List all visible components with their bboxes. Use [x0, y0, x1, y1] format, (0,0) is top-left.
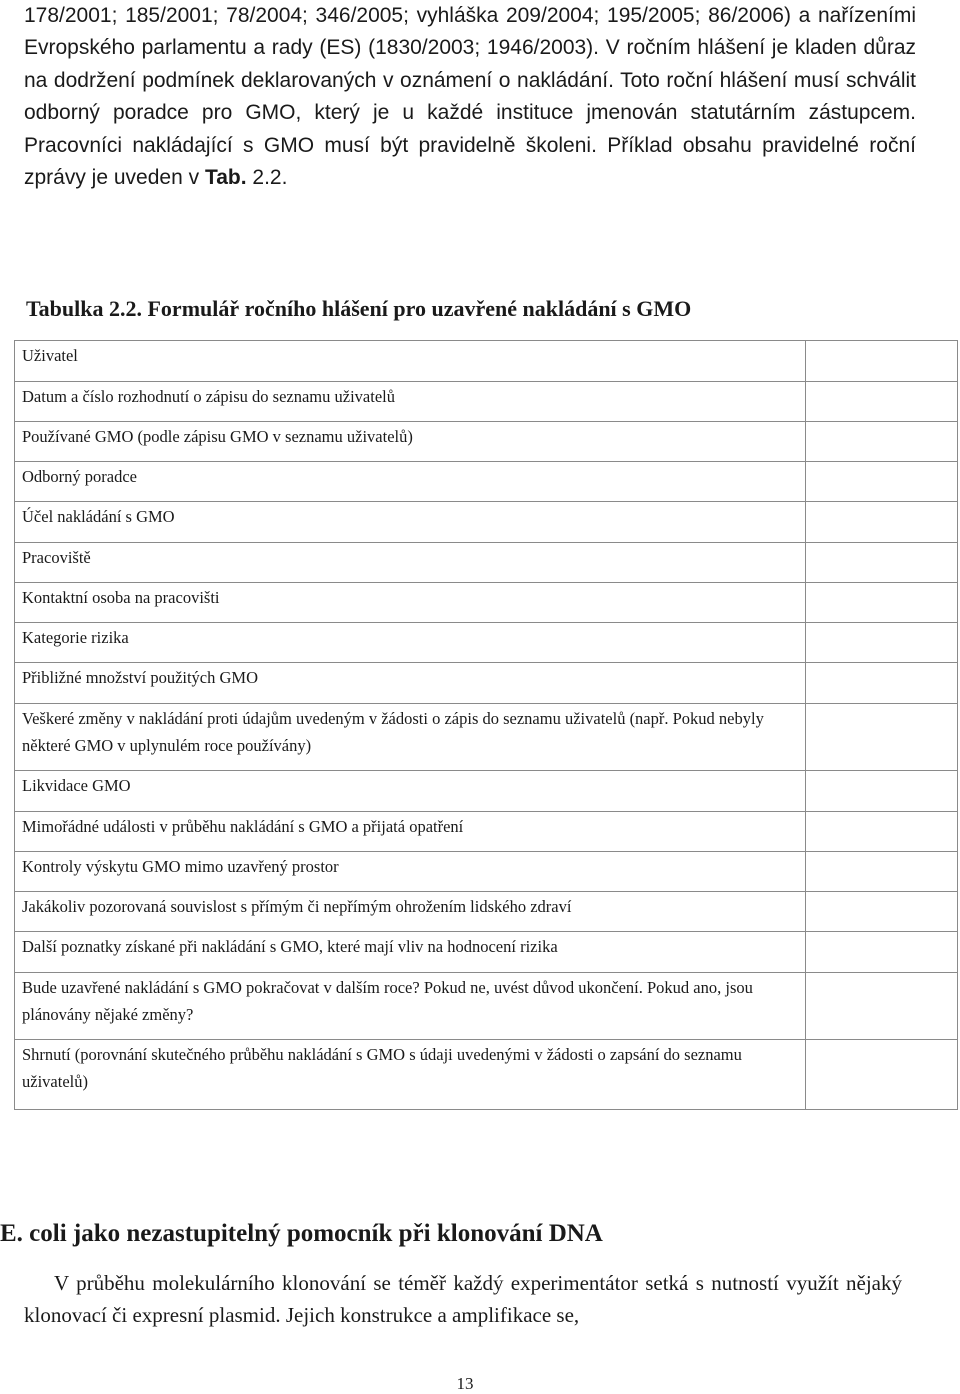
row-value-cell	[806, 932, 958, 973]
row-label: Uživatel	[15, 341, 806, 382]
row-value-cell	[806, 704, 958, 771]
table-row	[15, 382, 958, 422]
row-value-cell	[806, 382, 958, 422]
row-value-cell	[806, 543, 958, 583]
row-label: Mimořádné události v průběhu nakládání s GMO a přijatá opatření	[15, 812, 806, 852]
row-value-cell	[806, 583, 958, 623]
table-row	[15, 704, 958, 771]
intro-text: 178/2001; 185/2001; 78/2004; 346/2005; vyhláška 209/2004; 195/2005; 86/2006) a nařízeními Evropského parlamentu a rady (ES) (1830/2003; 1946/2003). V ročním hlášení je kladen důraz na dodržení podmínek deklarovaných v oznámení o nakládání. Toto roční hlášení musí schválit odborný poradce pro GMO, který je u každé instituce jmenován statutárním zástupcem. Pracovníci nakládající s GMO musí být pravidelně školeni. Příklad obsahu pravidelné roční zprávy je uveden v	[24, 4, 916, 190]
table-caption	[26, 296, 691, 322]
table-caption-title: Formulář ročního hlášení pro uzavřené nakládání s GMO	[141, 296, 692, 321]
row-label: Kategorie rizika	[15, 623, 806, 663]
row-value-cell	[806, 623, 958, 663]
table-row	[15, 973, 958, 1040]
row-value-cell	[806, 812, 958, 852]
row-label: Jakákoliv pozorovaná souvislost s přímým či nepřímým ohrožením lidského zdraví	[15, 892, 806, 932]
row-label: Další poznatky získané při nakládání s GMO, které mají vliv na hodnocení rizika	[15, 932, 806, 973]
row-value-cell	[806, 663, 958, 704]
table-row	[15, 543, 958, 583]
table-reference-number: 2.2.	[246, 166, 288, 190]
table-row	[15, 502, 958, 543]
table-row	[15, 852, 958, 892]
row-value-cell	[806, 502, 958, 543]
table-row	[15, 932, 958, 973]
row-label: Používané GMO (podle zápisu GMO v seznamu uživatelů)	[15, 422, 806, 462]
table-row	[15, 812, 958, 852]
row-value-cell	[806, 892, 958, 932]
row-label: Bude uzavřené nakládání s GMO pokračovat v dalším roce? Pokud ne, uvést důvod ukončení. Pokud ano, jsou plánovány nějaké změny?	[15, 973, 806, 1040]
table-row	[15, 892, 958, 932]
row-label: Kontroly výskytu GMO mimo uzavřený prostor	[15, 852, 806, 892]
row-value-cell	[806, 341, 958, 382]
row-label: Veškeré změny v nakládání proti údajům uvedeným v žádosti o zápis do seznamu uživatelů (např. Pokud nebyly některé GMO v uplynulém roce používány)	[15, 704, 806, 771]
annual-report-form-table	[14, 340, 958, 1110]
row-value-cell	[806, 771, 958, 812]
table-caption-label: Tabulka 2.2.	[26, 296, 142, 321]
row-label: Odborný poradce	[15, 462, 806, 502]
section-heading: E. coli jako nezastupitelný pomocník při klonování DNA	[0, 1220, 603, 1247]
row-value-cell	[806, 1040, 958, 1110]
row-label: Účel nakládání s GMO	[15, 502, 806, 543]
intro-paragraph	[24, 0, 916, 194]
table-row	[15, 663, 958, 704]
table-row	[15, 771, 958, 812]
table-row	[15, 1040, 958, 1110]
row-value-cell	[806, 422, 958, 462]
row-label: Datum a číslo rozhodnutí o zápisu do seznamu uživatelů	[15, 382, 806, 422]
table-row	[15, 462, 958, 502]
section-paragraph: V průběhu molekulárního klonování se téměř každý experimentátor setká s nutností využít nějaký klonovací či expresní plasmid. Jejich konstrukce a amplifikace se,	[24, 1271, 902, 1327]
table-row	[15, 623, 958, 663]
table-row	[15, 583, 958, 623]
row-value-cell	[806, 973, 958, 1040]
row-label: Kontaktní osoba na pracovišti	[15, 583, 806, 623]
table-row	[15, 341, 958, 382]
page-number: 13	[456, 1374, 474, 1393]
row-value-cell	[806, 462, 958, 502]
row-label: Shrnutí (porovnání skutečného průběhu nakládání s GMO s údaji uvedenými v žádosti o zapsání do seznamu uživatelů)	[15, 1040, 806, 1110]
table-reference: Tab.	[204, 166, 247, 190]
row-label: Likvidace GMO	[15, 771, 806, 812]
row-label: Pracoviště	[15, 543, 806, 583]
row-value-cell	[806, 852, 958, 892]
row-label: Přibližné množství použitých GMO	[15, 663, 806, 704]
table-row	[15, 422, 958, 462]
